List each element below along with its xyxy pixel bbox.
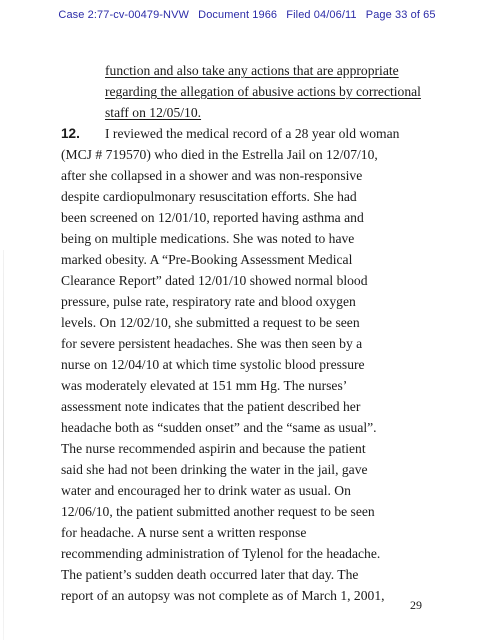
paragraph-line: recommending administration of Tylenol for the headache. xyxy=(61,546,381,561)
paragraph-line: pressure, pulse rate, respiratory rate and blood oxygen xyxy=(61,294,356,309)
paragraph-line: after she collapsed in a shower and was non-responsive xyxy=(61,168,363,183)
scan-edge-mark xyxy=(3,250,4,640)
paragraph-line: Clearance Report” dated 12/01/10 showed normal blood xyxy=(61,273,368,288)
paragraph-line: headache both as “sudden onset” and the “same as usual”. xyxy=(61,420,377,435)
case-header xyxy=(0,9,494,21)
page-number: 29 xyxy=(410,598,422,612)
paragraph-line: The patient’s sudden death occurred later that day. The xyxy=(61,567,359,582)
continuation-line: regarding the allegation of abusive actions by correctional xyxy=(105,84,421,99)
page-indicator: Page 33 of 65 xyxy=(365,9,436,21)
paragraph-line: for headache. A nurse sent a written response xyxy=(61,525,307,540)
paragraph-line: said she had not been drinking the water in the jail, gave xyxy=(61,462,368,477)
filed-date: Filed 04/06/11 xyxy=(286,9,357,21)
continuation-line: function and also take any actions that are appropriate xyxy=(105,63,399,78)
paragraph-line: assessment note indicates that the patient described her xyxy=(61,399,361,414)
paragraph-line: was moderately elevated at 151 mm Hg. The nurses’ xyxy=(61,378,348,393)
paragraph-line: for severe persistent headaches. She was then seen by a xyxy=(61,336,363,351)
continuation-line xyxy=(105,104,201,122)
paragraph-line: despite cardiopulmonary resuscitation efforts. She had xyxy=(61,189,357,204)
paragraph-line: nurse on 12/04/10 at which time systolic blood pressure xyxy=(61,357,365,372)
paragraph-line: 12/06/10, the patient submitted another request to be seen xyxy=(61,504,375,519)
paragraph-line: being on multiple medications. She was noted to have xyxy=(61,231,355,246)
document-number: Document 1966 xyxy=(198,9,278,21)
paragraph-number: 12. xyxy=(61,126,80,141)
paragraph-line: been screened on 12/01/10, reported having asthma and xyxy=(61,210,364,225)
case-number: Case 2:77-cv-00479-NVW xyxy=(58,9,190,21)
paragraph-line: I reviewed the medical record of a 28 year old woman xyxy=(105,126,400,141)
paragraph-line: water and encouraged her to drink water as usual. On xyxy=(61,483,351,498)
continuation-line-text: staff on 12/05/10. xyxy=(105,105,202,120)
paragraph-line: marked obesity. A “Pre-Booking Assessment Medical xyxy=(61,252,353,267)
paragraph-line: (MCJ # 719570) who died in the Estrella Jail on 12/07/10, xyxy=(61,147,378,162)
paragraph-line: The nurse recommended aspirin and because the patient xyxy=(61,441,366,456)
paragraph-line: report of an autopsy was not complete as of March 1, 2001, xyxy=(61,588,385,603)
paragraph-line: levels. On 12/02/10, she submitted a request to be seen xyxy=(61,315,360,330)
